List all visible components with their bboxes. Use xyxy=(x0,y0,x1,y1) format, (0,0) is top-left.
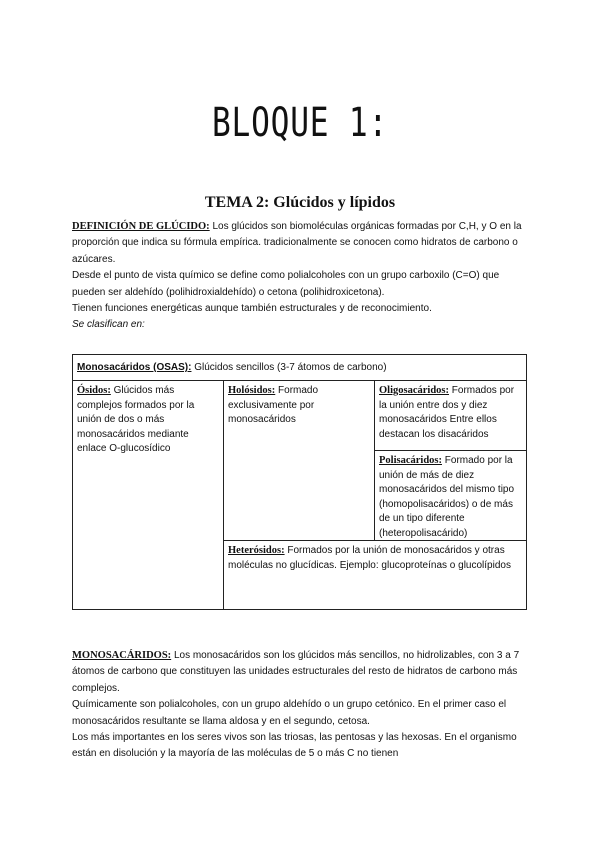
osidos-label: Ósidos: xyxy=(77,385,111,396)
monosaccharides-text: Glúcidos sencillos (3-7 átomos de carbono) xyxy=(191,362,387,373)
heterosidos-label: Heterósidos: xyxy=(228,545,285,556)
oligosacaridos-text: Formados por la unión entre dos y diez monosacáridos Entre ellos destacan los disacáridos xyxy=(379,385,515,440)
definition-text-2: Desde el punto de vista químico se define como polialcoholes con un grupo carboxilo (C=O) que pueden ser aldehído (polihidroxialdehído) o cetona (polihidroxicetona). xyxy=(72,270,500,298)
oligosacaridos-cell xyxy=(374,380,527,451)
monosaccharides-text-3: Los más importantes en los seres vivos son las triosas, las pentosas y las hexosas. En el organismo están en disolución y la mayoría de las moléculas de 5 o más C no tienen xyxy=(72,732,517,760)
definition-label: DEFINICIÓN DE GLÚCIDO: xyxy=(72,221,210,232)
monosaccharides-label: Monosacáridos (OSAS): xyxy=(77,362,192,373)
oligosacaridos-label: Oligosacáridos: xyxy=(379,385,449,396)
definition-text-1: Los glúcidos son biomoléculas orgánicas formadas por C,H, y O en la proporción que indica su fórmula empírica. tradicionalmente se conocen como hidratos de carbono o azúcares. xyxy=(72,221,522,265)
polisacaridos-text: Formado por la unión de más de diez monosacáridos del mismo tipo (homopolisacáridos) o de más de un tipo diferente (heteropolisacárido) xyxy=(379,455,515,539)
classification-intro: Se clasifican en: xyxy=(72,319,145,331)
monosaccharides-paragraph xyxy=(72,648,532,697)
topic-title: TEMA 2: Glúcidos y lípidos xyxy=(204,194,396,211)
definition-text-3: Tienen funciones energéticas aunque también estructurales y de reconocimiento. xyxy=(72,303,432,315)
classification-table xyxy=(72,354,527,610)
monosaccharides-heading: MONOSACÁRIDOS: xyxy=(72,650,172,661)
block-heading: BLOQUE 1: xyxy=(211,100,389,146)
heterosidos-text: Formados por la unión de monosacáridos y otras moléculas no glucídicas. Ejemplo: glucoproteínas o glucolípidos xyxy=(228,545,511,571)
holosidos-label: Holósidos: xyxy=(228,385,276,396)
monosaccharides-row xyxy=(72,354,527,381)
monosaccharides-text-2: Químicamente son polialcoholes, con un grupo aldehído o un grupo cetónico. En el primer caso el monosacáridos resultante se llama aldosa y en el segundo, cetosa. xyxy=(72,699,507,727)
monosaccharides-text-1: Los monosacáridos son los glúcidos más sencillos, no hidrolizables, con 3 a 7 átomos de carbono que constituyen las unidades estructurales del resto de hidratos de carbono más complejos. xyxy=(72,650,520,694)
osidos-cell xyxy=(72,380,224,610)
definition-paragraph xyxy=(72,219,532,268)
holosidos-cell xyxy=(223,380,375,541)
polisacaridos-cell xyxy=(374,450,527,541)
monosaccharides-section xyxy=(72,648,532,763)
polisacaridos-label: Polisacáridos: xyxy=(379,455,442,466)
osidos-text: Glúcidos más complejos formados por la unión de dos o más monosacáridos mediante enlace O-glucosídico xyxy=(77,385,195,454)
heterosidos-cell xyxy=(223,540,527,610)
holosidos-text: Formado exclusivamente por monosacáridos xyxy=(228,385,319,425)
definition-section xyxy=(72,219,532,334)
